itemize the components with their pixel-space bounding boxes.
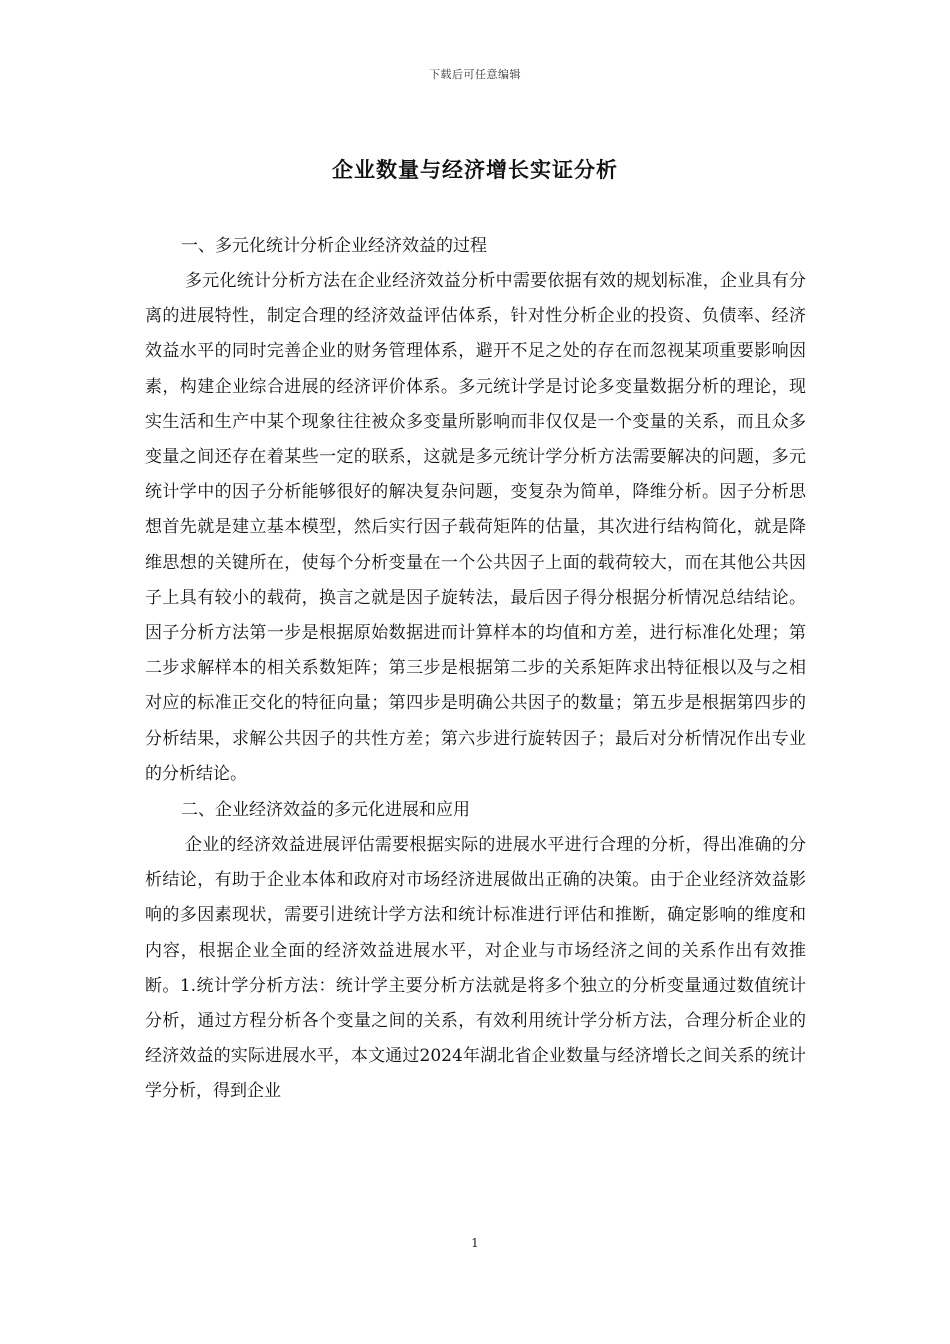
- header-note: 下载后可任意编辑: [429, 68, 521, 81]
- section-heading-2: 二、企业经济效益的多元化进展和应用: [181, 800, 470, 821]
- section-paragraph-1: 多元化统计分析方法在企业经济效益分析中需要依据有效的规划标准，企业具有分离的进展特性，制定合理的经济效益评估体系，针对性分析企业的投资、负债率、经济效益水平的同时完善企业的财务管理体系，避开不足之处的存在而忽视某项重要影响因素，构建企业综合进展的经济评价体系。多元统计学是讨论多变量数据分析的理论，现实生活和生产中某个现象往往被众多变量所影响而非仅仅是一个变量的关系，而且众多变量之间还存在着某些一定的联系，这就是多元统计学分析方法需要解决的问题，多元统计学中的因子分析能够很好的解决复杂问题，变复杂为简单，降维分析。因子分析思想首先就是建立基本模型，然后实行因子载荷矩阵的估量，其次进行结构简化，就是降维思想的关键所在，使每个分析变量在一个公共因子上面的载荷较大，而在其他公共因子上具有较小的载荷，换言之就是因子旋转法，最后因子得分根据分析情况总结结论。因子分析方法第一步是根据原始数据进而计算样本的均值和方差，进行标准化处理；第二步求解样本的相关系数矩阵；第三步是根据第二步的关系矩阵求出特征根以及与之相对应的标准正交化的特征向量；第四步是明确公共因子的数量；第五步是根据第四步的分析结果，求解公共因子的共性方差；第六步进行旋转因子；最后对分析情况作出专业的分析结论。: [145, 271, 806, 784]
- section-heading-1: 一、多元化统计分析企业经济效益的过程: [181, 236, 487, 256]
- document-body: [145, 228, 806, 1110]
- section-paragraph-2: 企业的经济效益进展评估需要根据实际的进展水平进行合理的分析，得出准确的分析结论，有助于企业本体和政府对市场经济进展做出正确的决策。由于企业经济效益影响的多因素现状，需要引进统计学方法和统计标准进行评估和推断，确定影响的维度和内容，根据企业全面的经济效益进展水平，对企业与市场经济之间的关系作出有效推断。1.统计学分析方法：统计学主要分析方法就是将多个独立的分析变量通过数值统计分析，通过方程分析各个变量之间的关系，有效利用统计学分析方法，合理分析企业的经济效益的实际进展水平，本文通过2024年湖北省企业数量与经济增长之间关系的统计学分析，得到企业: [145, 835, 806, 1102]
- page-number: 1: [471, 1236, 479, 1250]
- document-title: 企业数量与经济增长实证分析: [332, 157, 618, 182]
